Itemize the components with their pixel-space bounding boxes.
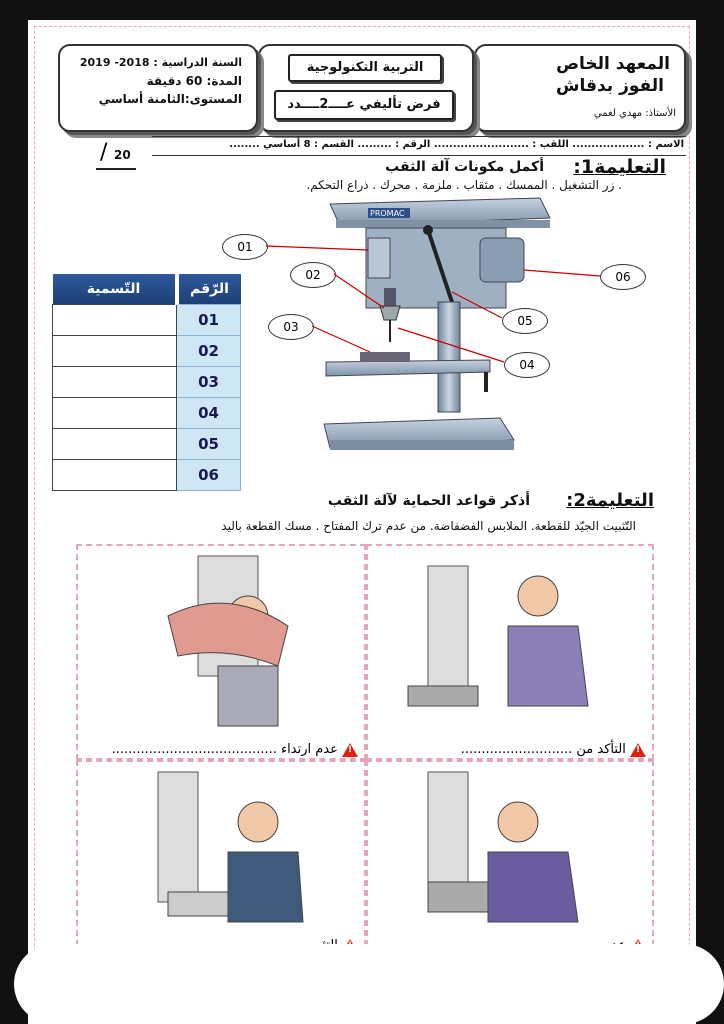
safety-panel-top-right: [366, 544, 654, 760]
row-number: 05: [177, 429, 241, 460]
callout-leader-lines: [0, 0, 724, 420]
school-name: المعهد الخاص: [556, 54, 670, 74]
table-row: [53, 429, 241, 460]
callout-01: 01: [222, 234, 268, 260]
table-row: [53, 460, 241, 491]
brand-label: PROMAC: [370, 209, 405, 218]
row-number: 03: [177, 367, 241, 398]
row-number: 06: [177, 460, 241, 491]
score-max: 20: [114, 148, 131, 162]
teacher-name: الأستاذ: مهدي لغمي: [593, 108, 676, 119]
callout-04: 04: [504, 352, 550, 378]
q1-word-bank: . زر التشغيل . الممسك . مثقاب . ملزمة . محرك . ذراع التحكم.: [306, 178, 622, 192]
answer-cell-05[interactable]: [53, 429, 177, 460]
table-header-name: التّسمية: [53, 274, 177, 305]
school-sub: الفوز بدقاش: [556, 76, 664, 96]
safety-panel-top-left: [76, 544, 366, 760]
warning-icon: [630, 743, 646, 757]
exam-duration: المدة: 60 دقيقة: [146, 74, 242, 88]
table-header-number: الرّقم: [177, 274, 241, 305]
row-number: 02: [177, 336, 241, 367]
callout-02: 02: [290, 262, 336, 288]
subject-label: التربية التكنولوجية: [306, 60, 424, 75]
safety-panel-bottom-left: [76, 760, 366, 956]
clamping-illustration: [78, 762, 364, 930]
q2-word-bank: التّثبيت الجيّد للقطعة. الملابس الفضفاضة. من عدم ترك المفتاح . مسك القطعة باليد: [221, 519, 636, 533]
safety-caption-clothing: [112, 742, 358, 757]
school-year: السنة الدراسية : 2018- 2019: [79, 56, 242, 69]
row-number: 04: [177, 398, 241, 429]
callout-03: 03: [268, 314, 314, 340]
student-level: المستوى:الثامنة أساسي: [98, 92, 242, 106]
caption-text: عدم ارتداء ........................................: [111, 742, 338, 757]
safety-panel-bottom-right: [366, 760, 654, 956]
key-check-illustration: [368, 546, 652, 736]
hand-holding-illustration: [368, 762, 652, 930]
row-number: 01: [177, 305, 241, 336]
score-slash: /: [100, 140, 108, 165]
safety-caption-key: [461, 742, 646, 757]
caption-text: التأكد من ...........................: [460, 742, 626, 757]
callout-06: 06: [600, 264, 646, 290]
loose-clothing-illustration: [78, 546, 364, 736]
q2-title: التعليمة2:: [566, 490, 654, 511]
callout-05: 05: [502, 308, 548, 334]
student-info-line[interactable]: الاسم : ................... اللقب : ......................... الرقم : ......... القسم : 8 أساسي ........: [229, 139, 684, 150]
q2-text: أذكر قواعد الحماية لآلة الثقب: [327, 493, 530, 509]
q1-text: أكمل مكونات آلة الثقب: [385, 159, 544, 175]
answer-cell-06[interactable]: [53, 460, 177, 491]
bottom-redaction-blot: [14, 944, 724, 1024]
exam-label: فرض تأليفي عــــ2ــــدد: [287, 97, 441, 112]
q1-title: التعليمة1:: [573, 156, 666, 178]
warning-icon: [342, 743, 358, 757]
